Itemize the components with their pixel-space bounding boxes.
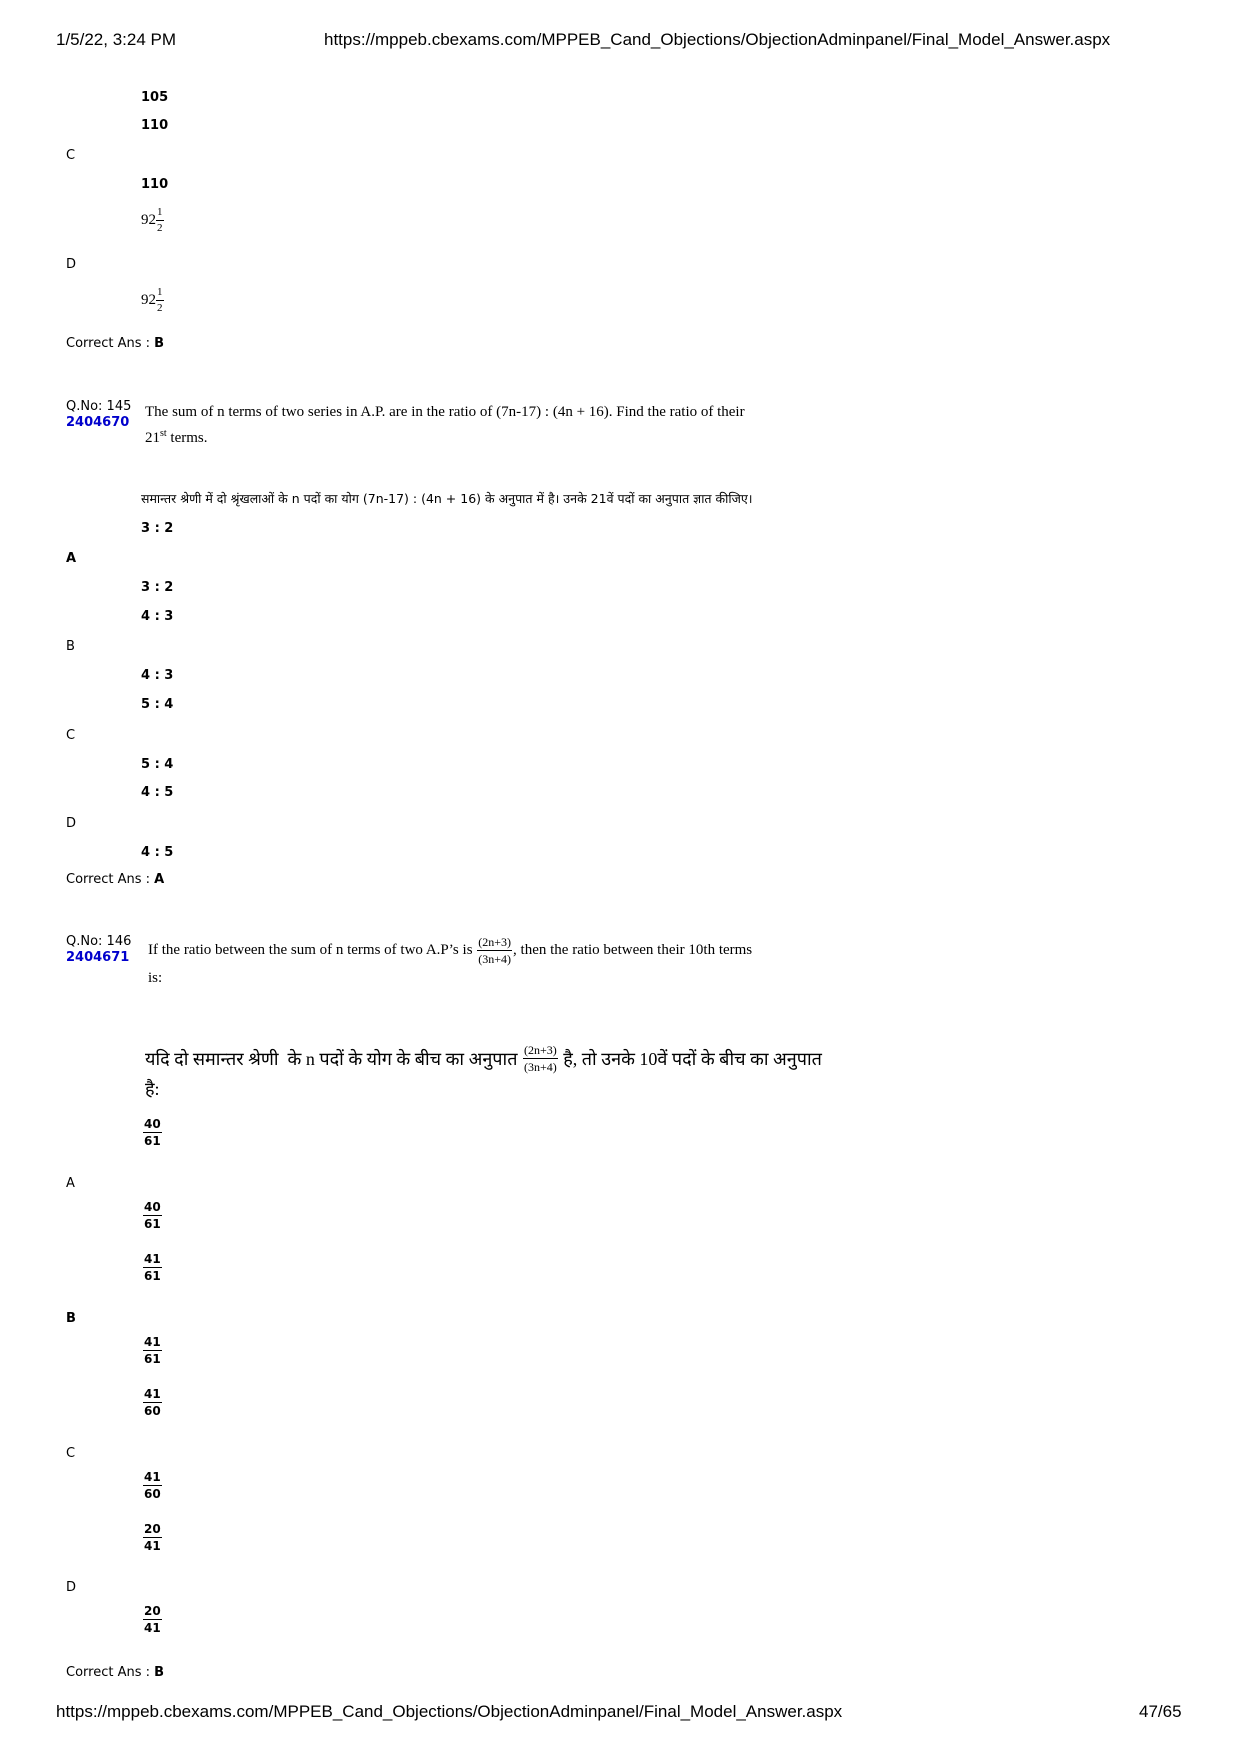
option-a-text-alt: 3 : 2 [141, 580, 174, 595]
correct-answer: Correct Ans : A [66, 872, 165, 887]
option-d-text: 4 : 5 [141, 785, 174, 800]
option-d-fraction-alt: $\frac{20}{41}$ [144, 1604, 161, 1635]
correct-answer: Correct Ans : B [66, 336, 165, 351]
option-label-d: D [66, 1580, 77, 1595]
option-label-a: A [66, 551, 77, 566]
option-b-text: 105 [141, 90, 169, 105]
option-d-mixed-fraction: 92 $\frac{1}{2}$ [141, 286, 163, 314]
option-b-fraction: $\frac{41}{61}$ [144, 1252, 161, 1283]
question-text-english: If the ratio between the sum of n terms of two A.P’s is $\frac{(2n+3)}{(3n+4)}$ , then the ratio between their 10th terms is: [148, 935, 753, 986]
option-b-text: 4 : 3 [141, 609, 174, 624]
option-label-b: B [66, 1311, 76, 1326]
option-label-c: C [66, 728, 76, 743]
option-c-mixed-fraction: 92 $\frac{1}{2}$ [141, 206, 163, 234]
option-c-text: 110 [141, 177, 169, 192]
option-c-fraction-alt: $\frac{41}{60}$ [144, 1470, 161, 1501]
option-label-d: D [66, 257, 77, 272]
question-text-english: The sum of n terms of two series in A.P. are in the ratio of (7n-17) : (4n + 16). Find the ratio of their 21st terms. [145, 404, 745, 446]
question-id-link[interactable]: 2404671 [66, 950, 130, 965]
correct-answer: Correct Ans : B [66, 1665, 165, 1680]
option-c-text-alt: 5 : 4 [141, 757, 174, 772]
page-number: 47/65 [1139, 1702, 1182, 1721]
question-text-hindi: समान्तर श्रेणी में दो श्रृंखलाओं के n पदों का योग (7n-17) : (4n + 16) के अनुपात में है। उनके 21वें पदों का अनुपात ज्ञात कीजिए। [141, 491, 753, 506]
option-d-fraction: $\frac{20}{41}$ [144, 1522, 161, 1553]
page-url-footer[interactable]: https://mppeb.cbexams.com/MPPEB_Cand_Objections/ObjectionAdminpanel/Final_Model_Answer.aspx [56, 1702, 843, 1721]
option-label-d: D [66, 816, 77, 831]
question-id-link[interactable]: 2404670 [66, 415, 130, 430]
option-a-fraction-alt: $\frac{40}{61}$ [144, 1200, 161, 1231]
question-text-hindi: यदि दो समान्तर श्रेणी के n पदों के योग के बीच का अनुपात $\frac{(2n+3)}{(3n+4)}$ है, तो उनके 10वें पदों के बीच का अनुपात है: [145, 1043, 822, 1099]
option-label-a: A [66, 1176, 75, 1191]
print-datetime: 1/5/22, 3:24 PM [56, 30, 177, 49]
option-c-fraction: $\frac{41}{60}$ [144, 1387, 161, 1418]
option-label-b: B [66, 639, 75, 654]
option-a-text: 3 : 2 [141, 521, 174, 536]
option-b-text-alt: 110 [141, 118, 169, 133]
option-label-c: C [66, 1446, 76, 1461]
question-number: Q.No: 145 2404670 [66, 399, 132, 430]
question-number: Q.No: 146 2404671 [66, 934, 132, 965]
option-b-fraction-alt: $\frac{41}{61}$ [144, 1335, 161, 1366]
option-b-text-alt: 4 : 3 [141, 668, 174, 683]
option-c-text: 5 : 4 [141, 697, 174, 712]
option-d-text-alt: 4 : 5 [141, 845, 174, 860]
page-url-header[interactable]: https://mppeb.cbexams.com/MPPEB_Cand_Objections/ObjectionAdminpanel/Final_Model_Answer.aspx [324, 30, 1111, 49]
option-label-c: C [66, 148, 76, 163]
option-a-fraction: $\frac{40}{61}$ [144, 1117, 161, 1148]
